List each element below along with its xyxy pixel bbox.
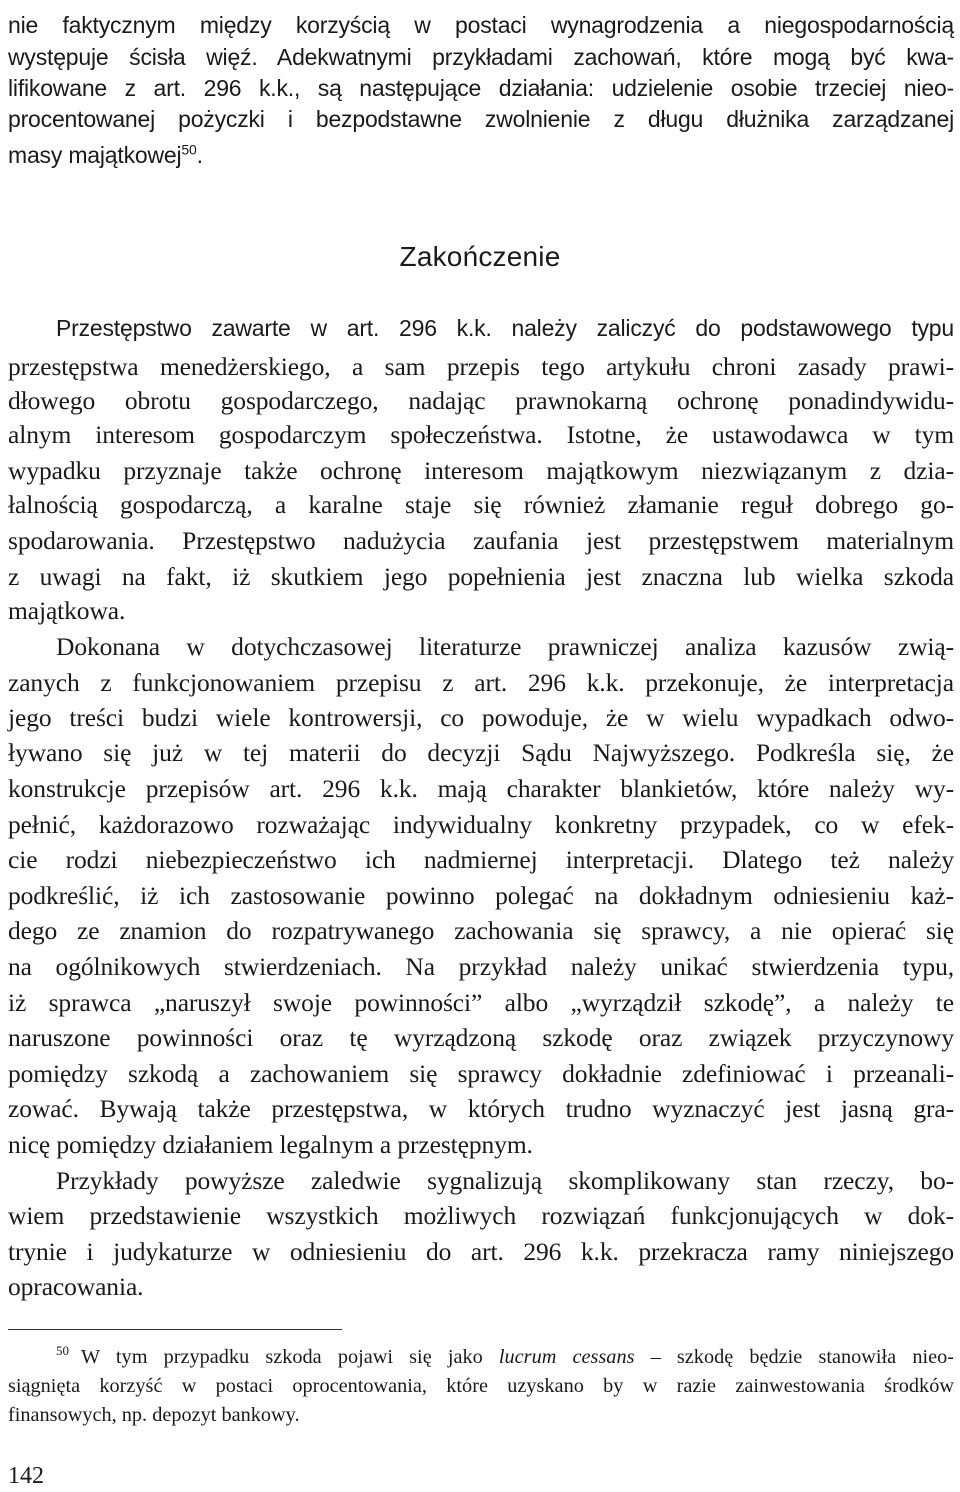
text-span: masy majątkowej xyxy=(8,142,182,168)
footnote-number: 50 xyxy=(56,1343,69,1358)
text-line: nicę pomiędzy działaniem legalnym a przestępnym. xyxy=(8,1130,533,1159)
text-line: zować. Bywają także przestępstwa, w których trudno wyznaczyć jest jasną gra- xyxy=(8,1094,954,1123)
footnote-line xyxy=(56,1343,954,1371)
text-line: wypadku przyznaje także ochronę interesom majątkowym niezwiązanym z dzia- xyxy=(8,456,954,485)
text-line: alnym interesom gospodarczym społeczeństwa. Istotne, że ustawodawca w tym xyxy=(8,420,954,449)
text-line: naruszone powinności oraz tę wyrządzoną szkodę oraz związek przyczynowy xyxy=(8,1023,954,1052)
text-line: Przykłady powyższe zaledwie sygnalizują skomplikowany stan rzeczy, bo- xyxy=(56,1166,954,1195)
text-line: dego ze znamion do rozpatrywanego zachowania się sprawcy, a nie opierać się xyxy=(8,916,954,945)
text-line: przestępstwa menedżerskiego, a sam przepis tego artykułu chroni zasady prawi- xyxy=(8,352,954,381)
text-line: podkreślić, iż ich zastosowanie powinno polegać na dokładnym odniesieniu każ- xyxy=(8,881,954,910)
text-line: Przestępstwo zawarte w art. 296 k.k. należy zaliczyć do podstawowego typu xyxy=(56,315,954,341)
text-line: pomiędzy szkodą a zachowaniem się sprawcy dokładnie zdefiniować i przeanali- xyxy=(8,1059,954,1088)
text-line: z uwagi na fakt, iż skutkiem jego popełnienia jest znaczna lub wielka szkoda xyxy=(8,562,954,591)
footnote-reference: 50 xyxy=(181,141,197,158)
text-line: Dokonana w dotychczasowej literaturze prawniczej analiza kazusów zwią- xyxy=(56,632,954,661)
text-line: konstrukcje przepisów art. 296 k.k. mają charakter blankietów, które należy wy- xyxy=(8,774,954,803)
text-line: nie faktycznym między korzyścią w postaci wynagrodzenia a niegospodarnością xyxy=(8,12,954,38)
page-number: 142 xyxy=(8,1463,44,1489)
text-line: jego treści budzi wiele kontrowersji, co powoduje, że w wielu wypadkach odwo- xyxy=(8,703,954,732)
text-line: majątkowa. xyxy=(8,596,126,625)
text-span: W tym przypadku szkoda pojawi się jako xyxy=(81,1346,499,1368)
text-line: zanych z funkcjonowaniem przepisu z art. 296 k.k. przekonuje, że interpretacja xyxy=(8,668,954,697)
footnote-separator xyxy=(8,1329,342,1330)
text-line: trynie i judykaturze w odniesieniu do art. 296 k.k. przekracza ramy niniejszego xyxy=(8,1237,954,1266)
text-line: iż sprawca „naruszył swoje powinności” albo „wyrządził szkodę”, a należy te xyxy=(8,988,954,1017)
text-span: – szkodę będzie stanowiła nieo- xyxy=(634,1346,954,1368)
text-line: na ogólnikowych stwierdzeniach. Na przykład należy unikać stwierdzenia typu, xyxy=(8,952,954,981)
footnote-line: siągnięta korzyść w postaci oprocentowania, które uzyskano by w razie zainwestowania środków xyxy=(8,1375,954,1397)
italic-term: lucrum cessans xyxy=(498,1346,635,1368)
text-line: dłowego obrotu gospodarczego, nadając prawnokarną ochronę ponadindywidu- xyxy=(8,386,954,415)
text-line: wiem przedstawienie wszystkich możliwych rozwiązań funkcjonujących w dok- xyxy=(8,1201,954,1230)
text-line: łalnością gospodarczą, a karalne staje się również złamanie reguł dobrego go- xyxy=(8,490,954,519)
text-line: spodarowania. Przestępstwo nadużycia zaufania jest przestępstwem materialnym xyxy=(8,526,954,555)
text-line: lifikowane z art. 296 k.k., są następujące działania: udzielenie osobie trzeciej nieo- xyxy=(8,75,954,101)
text-line: opracowania. xyxy=(8,1272,144,1301)
text-line: cie rodzi niebezpieczeństwo ich nadmiernej interpretacji. Dlatego też należy xyxy=(8,845,954,874)
text-line: procentowanej pożyczki i bezpodstawne zwolnienie z długu dłużnika zarządzanej xyxy=(8,106,954,132)
text-line xyxy=(8,140,954,170)
footnote-line: finansowych, np. depozyt bankowy. xyxy=(8,1404,300,1426)
section-heading: Zakończenie xyxy=(399,241,561,272)
text-line: ływano się już w tej materii do decyzji Sądu Najwyższego. Podkreśla się, że xyxy=(8,738,954,767)
text-span: . xyxy=(196,142,203,168)
text-line: występuje ścisła więź. Adekwatnymi przykładami zachowań, które mogą być kwa- xyxy=(8,44,954,70)
text-line: pełnić, każdorazowo rozważając indywidualny konkretny przypadek, co w efek- xyxy=(8,810,954,839)
